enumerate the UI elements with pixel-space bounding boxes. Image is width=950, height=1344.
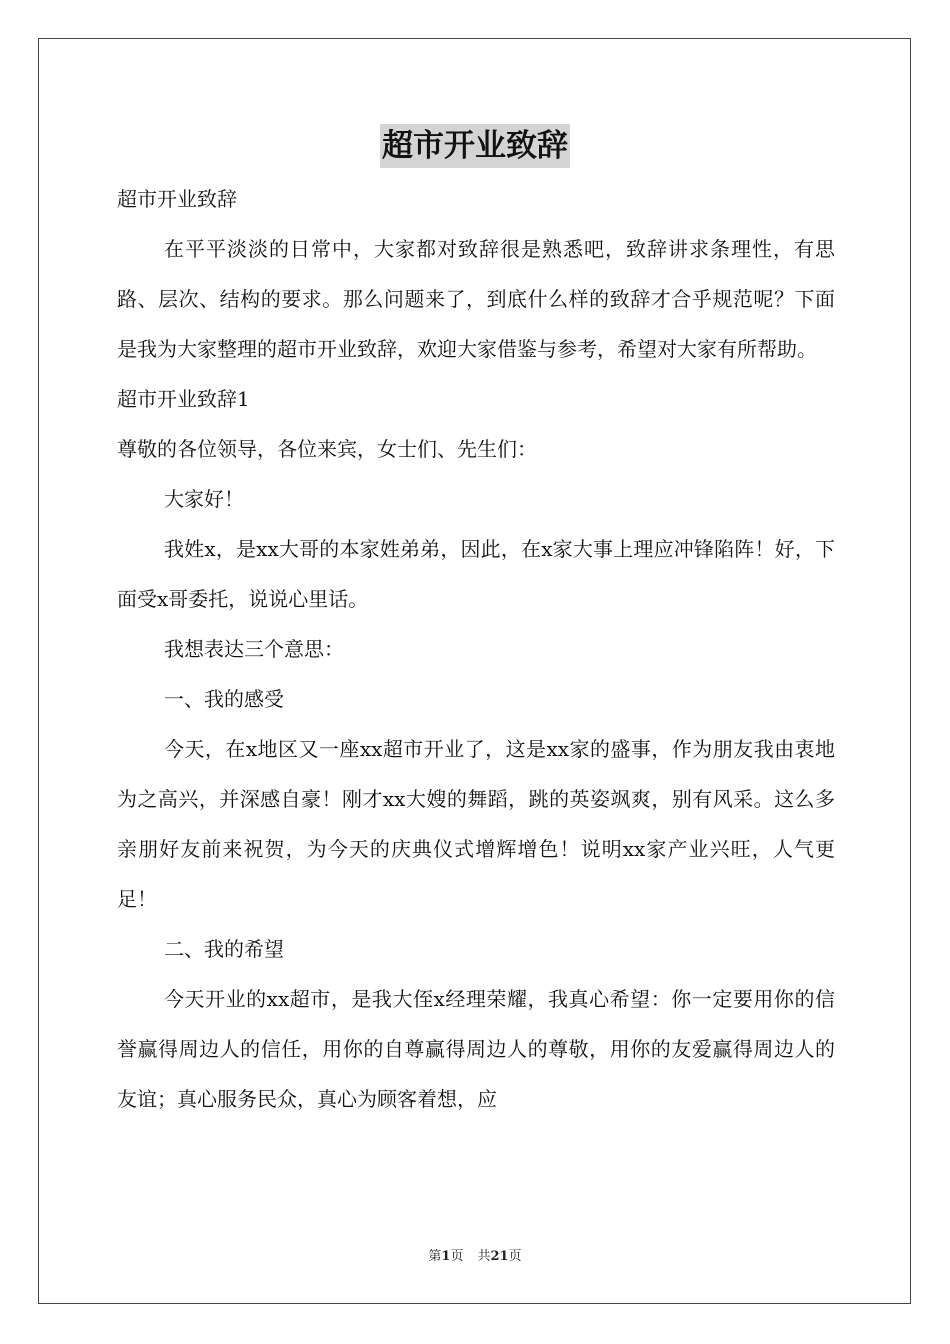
salutation: 尊敬的各位领导，各位来宾，女士们、先生们： [117,437,537,461]
document-body [117,174,835,1124]
total-prefix: 共 [477,1249,491,1264]
intro-paragraph: 在平平淡淡的日常中，大家都对致辞很是熟悉吧，致辞讲求条理性，有思路、层次、结构的要求。那么问题来了，到底什么样的致辞才合乎规范呢？下面是我为大家整理的超市开业致辞，欢迎大家借鉴与参考，希望对大家有所帮助。 [117,237,835,361]
subheading: 一、我的感受 [164,687,284,711]
body-paragraph: 今天开业的xx超市，是我大侄x经理荣耀，我真心希望：你一定要用你的信誉赢得周边人的信任，用你的自尊赢得周边人的尊敬，用你的友爱赢得周边人的友谊；真心服务民众，真心为顾客着想，应 [117,987,835,1111]
page-footer [0,1245,950,1264]
body-paragraph: 今天，在x地区又一座xx超市开业了，这是xx家的盛事，作为朋友我由衷地为之高兴，并深感自豪！刚才xx大嫂的舞蹈，跳的英姿飒爽，别有风采。这么多亲朋好友前来祝贺，为今天的庆典仪式增辉增色！说明xx家产业兴旺，人气更足！ [117,737,835,911]
page-suffix: 页 [450,1249,464,1264]
subheading: 二、我的希望 [164,937,284,961]
total-page-count: 21 [490,1249,509,1264]
total-suffix: 页 [508,1249,522,1264]
document-title: 超市开业致辞 [380,124,570,168]
section-heading-1: 超市开业致辞1 [117,387,250,411]
current-page-number: 1 [441,1249,451,1264]
title-container [0,124,950,168]
greeting: 大家好！ [164,487,244,511]
subtitle-line: 超市开业致辞 [117,187,237,211]
body-paragraph: 我想表达三个意思： [164,637,344,661]
body-paragraph: 我姓x，是xx大哥的本家姓弟弟，因此，在x家大事上理应冲锋陷阵！好，下面受x哥委托，说说心里话。 [117,537,835,611]
page-prefix: 第 [428,1249,442,1264]
